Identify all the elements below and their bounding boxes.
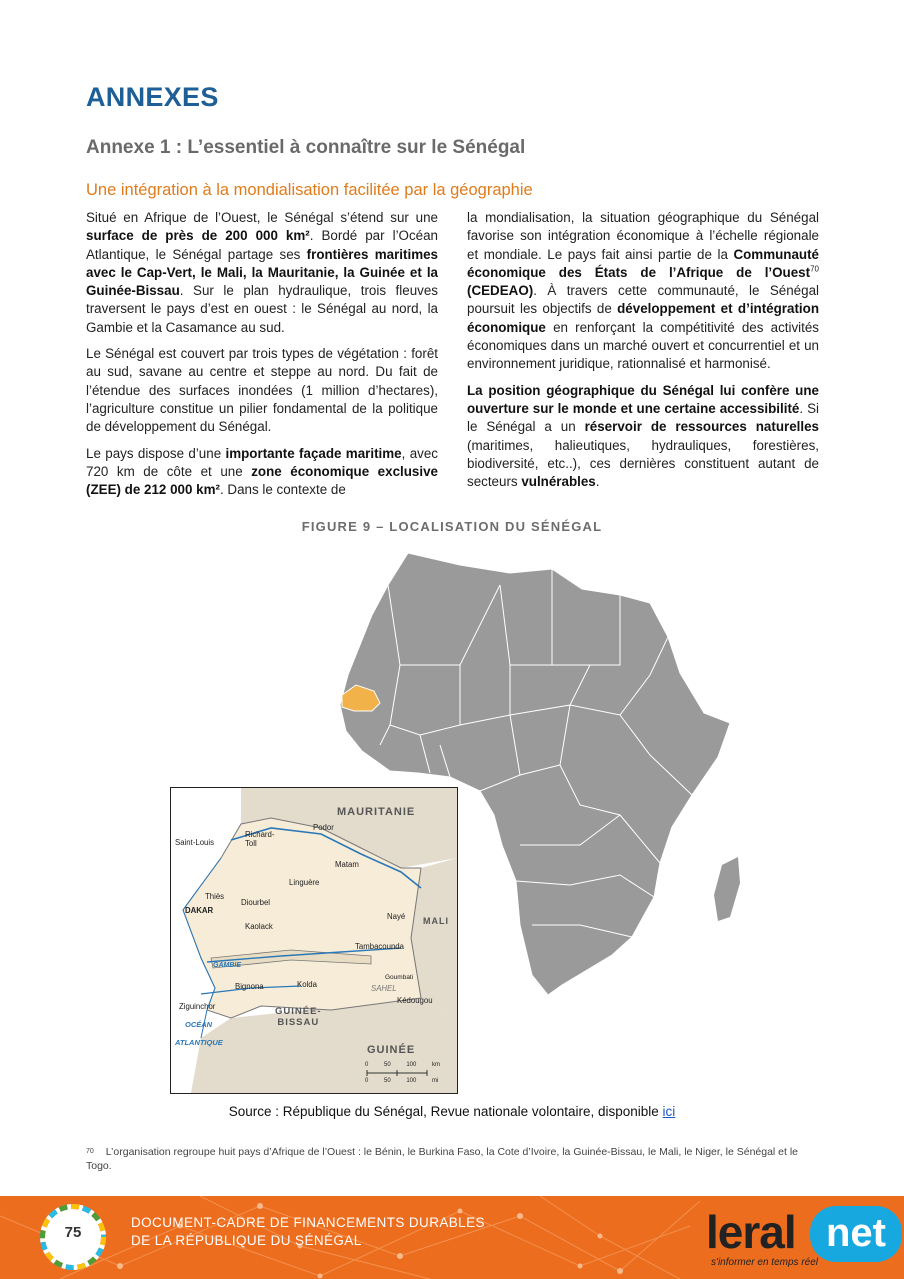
label-guinee: GUINÉE [367, 1044, 416, 1056]
annex-title: Annexe 1 : L’essentiel à connaître sur le Sénégal [86, 137, 526, 158]
paragraph: Le Sénégal est couvert par trois types de végétation : forêt au sud, savane au centre et steppe au nord. Du fait de l’étendue des surfaces inondées (1 million d’hectares), l’agriculture constitue un pilier fondamental de la politique de développement du Sénégal. [86, 346, 438, 435]
paragraph [467, 209, 819, 374]
bold-text: réservoir de ressources naturelles [584, 419, 819, 435]
footer-title-line2: DE LA RÉPUBLIQUE DU SÉNÉGAL [131, 1233, 362, 1248]
label-mauritanie: MAURITANIE [337, 806, 416, 818]
label-mali: MALI [423, 916, 449, 926]
senegal-inset-map [170, 787, 458, 1094]
footnote-text: L’organisation regroupe huit pays d’Afrique de l’Ouest : le Bénin, le Burkina Faso, la Cote d’Ivoire, la Guinée-Bissau, le Mali, le Niger, le Sénégal et le Togo. [86, 1146, 799, 1172]
label-naye: Nayé [387, 912, 406, 921]
label-richard-toll: Richard- Toll [245, 830, 275, 848]
label-podor: Podor [313, 823, 334, 832]
bold-text: La position géographique du Sénégal lui confère une ouverture sur le monde et une certaine accessibilité [467, 382, 819, 416]
madagascar-shape [714, 857, 740, 921]
footnote-ref[interactable]: 70 [810, 264, 819, 274]
bold-text: surface de près de 200 000 km² [86, 228, 310, 244]
scale-label-km: 0 50 100 km [365, 1062, 441, 1068]
bold-text: vulnérables [521, 474, 596, 490]
scale-label-mi: 0 50 100 mi [365, 1078, 439, 1084]
logo-tagline: s'informer en temps réel [711, 1257, 818, 1268]
text: . Si le Sénégal a un [467, 400, 819, 435]
footnote [86, 1145, 806, 1173]
bold-text: Communauté économique des États de l’Afrique de l’Ouest [467, 246, 819, 280]
paragraph [467, 382, 819, 492]
leral-net-logo[interactable] [706, 1206, 902, 1274]
text: en renforçant la compétitivité des activités économiques dans un marché ouvert et concurrentiel et un environnement juridique, rationnalisé et harmonisé. [467, 319, 819, 372]
footer-title-line1: DOCUMENT-CADRE DE FINANCEMENTS DURABLES [131, 1215, 485, 1230]
bold-text: zone économique exclusive (ZEE) de 212 000 km² [86, 463, 438, 498]
source-text: Source : République du Sénégal, Revue nationale volontaire, disponible [228, 1104, 663, 1119]
bold-text: importante façade maritime [225, 445, 402, 461]
logo-text-leral: leral [706, 1206, 796, 1258]
section-title: Une intégration à la mondialisation facilitée par la géographie [86, 181, 533, 199]
label-guinee-bissau: GUINÉE- BISSAU [275, 1006, 322, 1028]
footnote-number: 70 [86, 1148, 94, 1155]
text-column-left [86, 209, 438, 507]
paragraph [86, 209, 438, 337]
footer-title [131, 1214, 485, 1250]
page-heading: ANNEXES [86, 82, 219, 112]
label-matam: Matam [335, 860, 359, 869]
label-kaolack: Kaolack [245, 922, 273, 931]
text: , avec 720 km de côte et une [86, 445, 438, 479]
page-number: 75 [64, 1224, 82, 1241]
label-diourbel: Diourbel [241, 898, 271, 907]
label-linguere: Linguère [289, 878, 320, 887]
paragraph [86, 445, 438, 500]
text-column-right [467, 209, 819, 499]
label-tambacounda: Tambacounda [355, 942, 404, 951]
text: . Dans le contexte de [219, 482, 346, 498]
label-thies: Thiès [205, 892, 225, 901]
logo-text-net: net [810, 1206, 902, 1262]
page-footer [0, 1196, 904, 1279]
text: . Bordé par l’Océan Atlantique, le Sénégal partage ses [86, 228, 438, 262]
text: (maritimes, halieutiques, hydrauliques, forestières, biodiversité, etc..), ces dernières constituent autant de secteurs [467, 437, 819, 490]
text: Situé en Afrique de l’Ouest, le Sénégal s’étend sur une [86, 210, 438, 225]
text: . Sur le plan hydraulique, trois fleuves traversent le pays d’est en ouest : le Sénégal au nord, la Gambie et la Casamance au sud. [86, 283, 438, 335]
text: Le pays dispose d’une [86, 445, 226, 461]
figure-title: FIGURE 9 – LOCALISATION DU SÉNÉGAL [301, 519, 603, 534]
label-atlantique: ATLANTIQUE [175, 1038, 223, 1047]
figure-source [0, 1104, 904, 1119]
label-gambie: GAMBIE [213, 962, 241, 969]
label-ziguinchor: Ziguinchor [179, 1002, 216, 1011]
label-dakar: DAKAR [185, 906, 214, 915]
source-link[interactable]: ici [662, 1104, 676, 1119]
label-goumbati: Goumbati [385, 974, 414, 981]
label-ocean: OCÉAN [185, 1020, 213, 1029]
label-kedougou: Kédougou [397, 996, 433, 1005]
bold-text: développement et d’intégration économique [467, 301, 820, 335]
text: . [595, 474, 600, 490]
bold-text: frontières maritimes avec le Cap-Vert, le Mali, la Mauritanie, la Guinée et la Guinée-Bissau [86, 246, 438, 299]
label-sahel: SAHEL [371, 984, 397, 993]
label-bignona: Bignona [235, 982, 264, 991]
label-kolda: Kolda [297, 980, 317, 989]
text: . À travers cette communauté, le Sénégal poursuit les objectifs de [467, 283, 819, 317]
label-saint-louis: Saint-Louis [175, 838, 215, 847]
bold-text: (CEDEAO) [467, 283, 534, 299]
text: la mondialisation, la situation géographique du Sénégal favorise son intégration économique à l’échelle régionale et mondiale. Le pays fait ainsi partie de la [467, 210, 819, 262]
